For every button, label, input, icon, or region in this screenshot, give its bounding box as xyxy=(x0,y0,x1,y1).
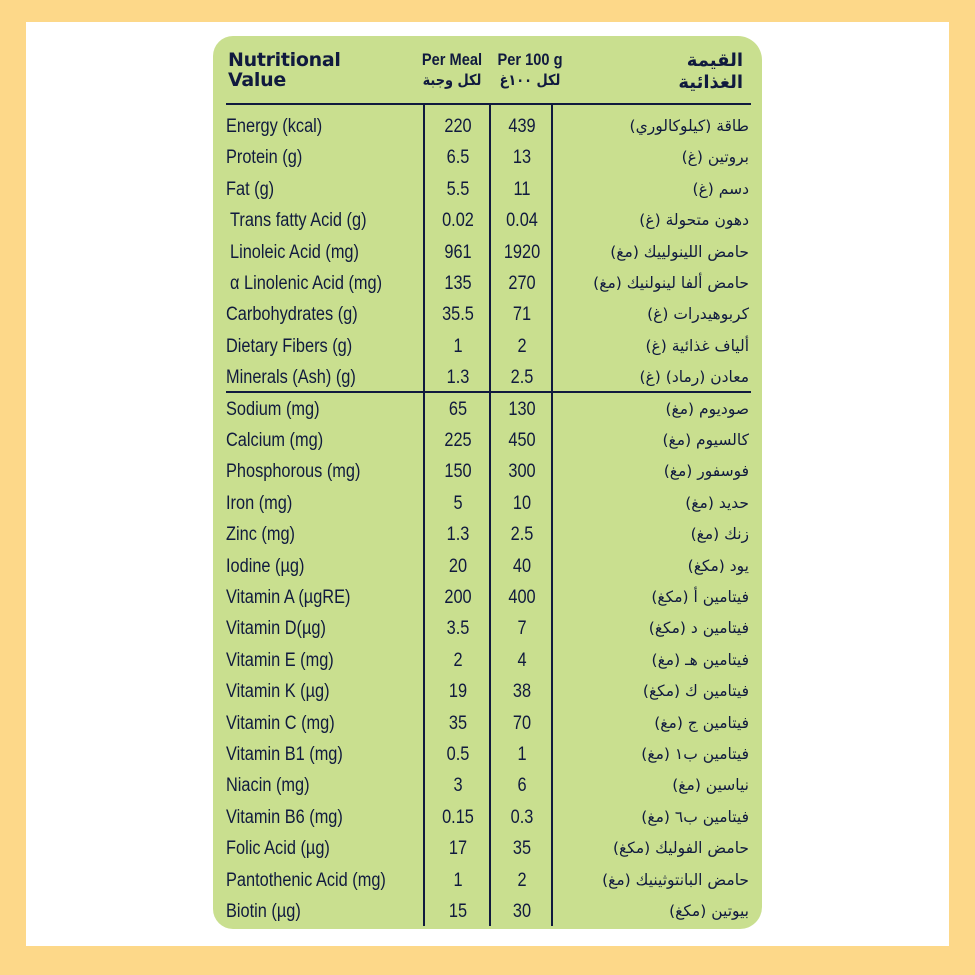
table-row xyxy=(0,174,975,205)
nutrient-name-ar: فيتامين د (مكغ) xyxy=(648,619,749,638)
nutrient-name-en: Vitamin B6 (mg) xyxy=(226,806,343,828)
per-meal-value: 3 xyxy=(453,775,463,797)
nutrient-name-en: Energy (kcal) xyxy=(226,116,323,137)
per-100g-value: 30 xyxy=(512,901,532,922)
per-meal-value: 0.02 xyxy=(442,210,474,232)
nutrient-name-en: Biotin (µg) xyxy=(226,901,301,922)
per-100g-value: 11 xyxy=(513,178,531,200)
nutrient-name-en: Trans fatty Acid (g) xyxy=(230,210,367,232)
per-meal-value: 5 xyxy=(453,492,463,514)
per-100g-value: 300 xyxy=(508,461,536,483)
per-meal-value: 20 xyxy=(448,555,468,577)
nutrient-name-en: Fat (g) xyxy=(226,178,275,200)
per-meal-value: 5.5 xyxy=(446,178,470,200)
nutrient-name-en: Sodium (mg) xyxy=(226,398,320,420)
nutrient-name-en: Vitamin B1 (mg) xyxy=(226,744,343,765)
per-100g-value: 2 xyxy=(517,869,527,891)
nutrient-name-ar: فيتامين هـ (مغ) xyxy=(651,650,749,669)
per-meal-value: 0.5 xyxy=(446,744,470,765)
nutrient-name-en: Pantothenic Acid (mg) xyxy=(226,869,386,891)
nutrient-name-en: Vitamin D(µg) xyxy=(226,618,326,640)
nutrient-name-ar: يود (مكغ) xyxy=(687,556,749,575)
per-meal-value: 135 xyxy=(444,273,472,294)
header-title-ar-line2: الغذائية xyxy=(678,72,743,93)
table-row xyxy=(0,362,975,393)
nutrient-name-ar: فيتامين ك (مكغ) xyxy=(642,682,749,701)
per-meal-value: 961 xyxy=(444,241,472,263)
per-100g-value: 71 xyxy=(512,304,532,326)
nutrient-name-ar: حامض الفوليك (مكغ) xyxy=(613,839,749,858)
header-per-meal xyxy=(416,50,488,90)
table-row xyxy=(0,770,975,801)
table-row xyxy=(0,708,975,739)
nutrient-name-ar: طاقة (كيلوكالوري) xyxy=(629,117,749,135)
header-per-100g-en: Per 100 g xyxy=(497,50,563,69)
table-row xyxy=(0,268,975,299)
nutrient-name-en: Vitamin E (mg) xyxy=(226,649,334,671)
nutrient-name-ar: فيتامين ب١ (مغ) xyxy=(641,745,749,763)
per-100g-value: 6 xyxy=(517,775,527,797)
header-title-en xyxy=(228,50,341,90)
table-row xyxy=(0,299,975,330)
per-100g-value: 439 xyxy=(508,116,536,137)
nutrient-name-ar: صوديوم (مغ) xyxy=(665,399,749,418)
per-meal-value: 220 xyxy=(444,116,472,137)
per-100g-value: 2.5 xyxy=(510,524,534,546)
per-100g-value: 0.04 xyxy=(506,210,538,232)
per-meal-value: 0.15 xyxy=(442,806,474,828)
table-row xyxy=(0,865,975,896)
table-row xyxy=(0,613,975,644)
nutrient-name-ar: فيتامين أ (مكغ) xyxy=(651,588,749,606)
table-row xyxy=(0,519,975,550)
per-meal-value: 19 xyxy=(448,681,468,703)
nutrient-name-en: Phosphorous (mg) xyxy=(226,461,361,483)
nutrient-name-en: Iron (mg) xyxy=(226,492,293,514)
per-meal-value: 1.3 xyxy=(446,524,470,546)
per-100g-value: 1920 xyxy=(503,241,541,263)
per-meal-value: 3.5 xyxy=(446,618,470,640)
nutrient-name-en: Niacin (mg) xyxy=(226,775,310,797)
nutrient-name-en: Calcium (mg) xyxy=(226,430,324,451)
nutrient-name-ar: معادن (رماد) (غ) xyxy=(639,368,749,387)
nutrient-name-en: Folic Acid (µg) xyxy=(226,838,330,860)
nutrient-name-ar: بروتين (غ) xyxy=(681,148,749,167)
nutrient-name-en: Vitamin A (µgRE) xyxy=(226,587,351,608)
nutrient-name-ar: كالسيوم (مغ) xyxy=(662,431,749,449)
nutrient-name-ar: حامض اللينولييك (مغ) xyxy=(610,242,749,261)
per-meal-value: 225 xyxy=(444,430,472,451)
header-title-ar-line1: القيمة xyxy=(686,50,743,71)
per-100g-value: 1 xyxy=(517,744,527,765)
nutrient-name-ar: زنك (مغ) xyxy=(690,525,749,544)
per-meal-value: 1 xyxy=(453,335,463,357)
per-100g-value: 270 xyxy=(508,273,536,294)
per-100g-value: 13 xyxy=(512,147,532,169)
nutrient-name-en: Iodine (µg) xyxy=(226,555,305,577)
per-meal-value: 65 xyxy=(448,398,468,420)
nutrient-name-ar: حديد (مغ) xyxy=(685,493,749,512)
nutrient-name-en: Minerals (Ash) (g) xyxy=(226,367,356,389)
table-row xyxy=(0,237,975,268)
per-100g-value: 35 xyxy=(512,838,532,860)
nutrient-name-ar: ألياف غذائية (غ) xyxy=(645,336,749,355)
nutrient-name-ar: فيتامين ج (مغ) xyxy=(654,713,749,732)
table-row xyxy=(0,488,975,519)
per-100g-value: 2.5 xyxy=(510,367,534,389)
per-100g-value: 450 xyxy=(508,430,536,451)
header-per-meal-en: Per Meal xyxy=(421,50,483,69)
table-row xyxy=(0,394,975,425)
table-row xyxy=(0,425,975,456)
nutrient-name-ar: فيتامين ب٦ (مغ) xyxy=(641,807,749,826)
nutrient-name-en: α Linolenic Acid (mg) xyxy=(230,273,383,294)
per-100g-value: 70 xyxy=(512,712,532,734)
table-row xyxy=(0,802,975,833)
table-row xyxy=(0,331,975,362)
nutrient-name-ar: حامض البانتوثينيك (مغ) xyxy=(602,870,749,889)
per-meal-value: 35 xyxy=(448,712,468,734)
table-row xyxy=(0,645,975,676)
nutrient-name-en: Vitamin K (µg) xyxy=(226,681,330,703)
nutrient-name-ar: دهون متحولة (غ) xyxy=(639,211,749,230)
per-meal-value: 150 xyxy=(444,461,472,483)
table-row xyxy=(0,582,975,613)
table-row xyxy=(0,739,975,770)
table-row xyxy=(0,142,975,173)
nutrient-name-en: Linoleic Acid (mg) xyxy=(230,241,359,263)
table-row xyxy=(0,551,975,582)
per-100g-value: 38 xyxy=(512,681,532,703)
per-100g-value: 7 xyxy=(517,618,527,640)
nutrient-name-en: Protein (g) xyxy=(226,147,303,169)
per-meal-value: 1.3 xyxy=(446,367,470,389)
per-100g-value: 4 xyxy=(517,649,527,671)
table-row xyxy=(0,456,975,487)
header-per-100g xyxy=(494,50,566,90)
table-row xyxy=(0,676,975,707)
table-row xyxy=(0,111,975,142)
table-row xyxy=(0,896,975,927)
nutrient-name-ar: فوسفور (مغ) xyxy=(663,462,749,481)
per-100g-value: 130 xyxy=(508,398,536,420)
per-100g-value: 400 xyxy=(508,587,536,608)
header-per-100g-ar: لكل ١٠٠غ xyxy=(499,71,561,89)
table-row xyxy=(0,205,975,236)
per-100g-value: 2 xyxy=(517,335,527,357)
header-title-ar xyxy=(678,50,743,94)
per-meal-value: 6.5 xyxy=(446,147,470,169)
nutrient-name-en: Carbohydrates (g) xyxy=(226,304,358,326)
header-per-meal-ar: لكل وجبة xyxy=(422,71,482,89)
per-100g-value: 40 xyxy=(512,555,532,577)
header-title-en-line2: Value xyxy=(228,69,286,91)
header-title-en-line1: Nutritional xyxy=(228,49,341,71)
nutrient-name-en: Zinc (mg) xyxy=(226,524,296,546)
per-meal-value: 2 xyxy=(453,649,463,671)
nutrient-name-ar: نياسين (مغ) xyxy=(672,776,749,795)
nutrient-name-ar: بيوتين (مكغ) xyxy=(669,902,749,920)
per-meal-value: 1 xyxy=(453,869,463,891)
per-meal-value: 17 xyxy=(448,838,468,860)
nutrient-name-ar: دسم (غ) xyxy=(692,179,749,198)
per-100g-value: 0.3 xyxy=(510,806,534,828)
per-meal-value: 200 xyxy=(444,587,472,608)
table-row xyxy=(0,833,975,864)
nutrient-name-ar: حامض ألفا لينولنيك (مغ) xyxy=(593,274,749,292)
per-meal-value: 35.5 xyxy=(442,304,474,326)
nutrient-name-en: Dietary Fibers (g) xyxy=(226,335,353,357)
per-meal-value: 15 xyxy=(448,901,468,922)
nutrient-name-ar: كربوهيدرات (غ) xyxy=(647,305,749,324)
per-100g-value: 10 xyxy=(512,492,532,514)
nutrient-name-en: Vitamin C (mg) xyxy=(226,712,335,734)
